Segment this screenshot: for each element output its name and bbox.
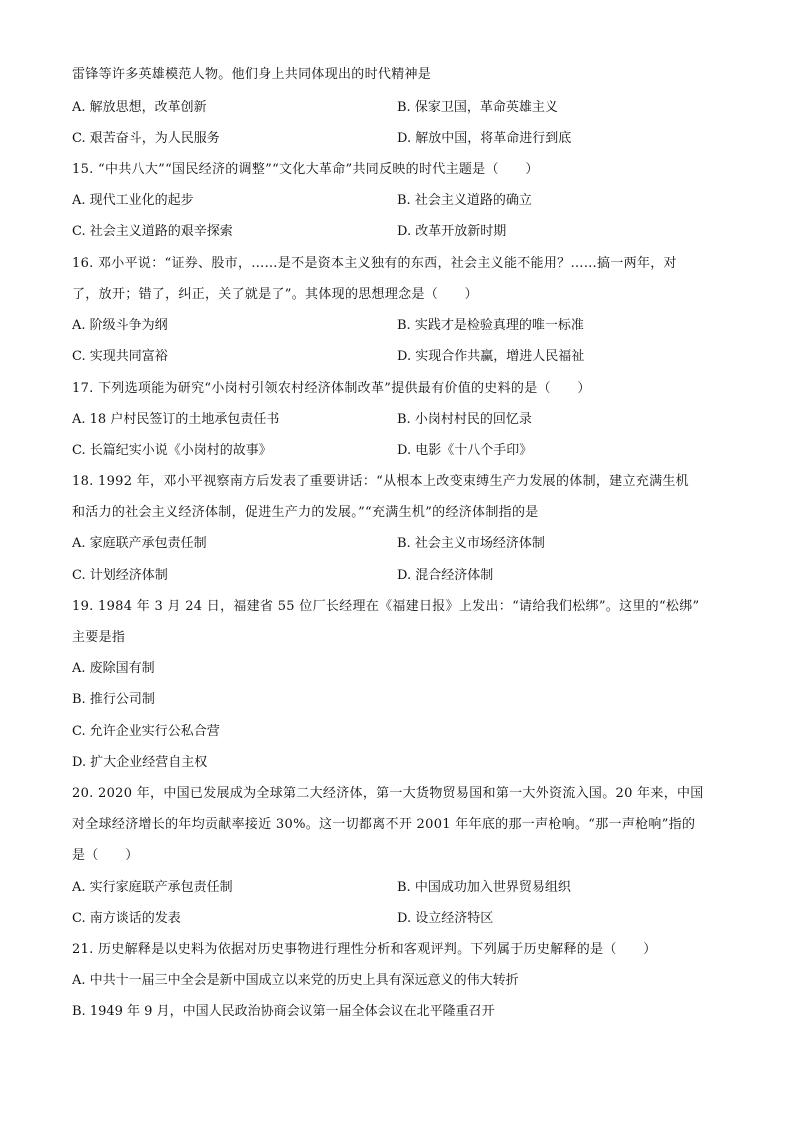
question-16-option-a: A. 阶级斗争为纲 [72,318,168,333]
question-17-option-a: A. 18 户村民签订的土地承包责任书 [72,412,280,427]
question-17-option-b: B. 小岗村村民的回忆录 [397,412,532,427]
question-19-option-a: A. 废除国有制 [72,661,155,676]
question-20-option-c: C. 南方谈话的发表 [72,911,181,926]
question-20-option-a: A. 实行家庭联产承包责任制 [72,880,233,895]
question-18-option-b: B. 社会主义市场经济体制 [397,536,545,551]
question-19-stem-line-1: 19. 1984 年 3 月 24 日，福建省 55 位厂长经理在《福建日报》上发出：“请给我们松绑”。这里的“松绑” [72,599,700,614]
question-16-stem-line-2: 了，放开；错了，纠正，关了就是了”。其体现的思想理念是（ ） [72,287,478,302]
question-15-option-b: B. 社会主义道路的确立 [397,193,532,208]
question-21-option-b: B. 1949 年 9 月，中国人民政治协商会议第一届全体会议在北平隆重召开 [72,1004,495,1019]
question-18-option-a: A. 家庭联产承包责任制 [72,536,207,551]
question-14-stem-tail: 雷锋等许多英雄模范人物。他们身上共同体现出的时代精神是 [72,67,432,82]
question-20-option-d: D. 设立经济特区 [397,911,494,926]
question-16-option-c: C. 实现共同富裕 [72,349,168,364]
question-19-option-b: B. 推行公司制 [72,692,155,707]
question-15-option-a: A. 现代工业化的起步 [72,193,194,208]
question-20-option-b: B. 中国成功加入世界贸易组织 [397,880,571,895]
question-18-option-d: D. 混合经济体制 [397,568,494,583]
question-18-stem-line-2: 和活力的社会主义经济体制，促进生产力的发展。”“充满生机”的经济体制指的是 [72,505,539,520]
question-15-option-c: C. 社会主义道路的艰辛探索 [72,224,233,239]
question-18-option-c: C. 计划经济体制 [72,568,168,583]
question-19-option-d: D. 扩大企业经营自主权 [72,755,208,770]
question-14-option-c: C. 艰苦奋斗，为人民服务 [72,131,220,146]
question-17-option-c: C. 长篇纪实小说《小岗村的故事》 [72,443,272,458]
question-17-stem: 17. 下列选项能为研究“小岗村引领农村经济体制改革”提供最有价值的史料的是（ ） [72,381,591,396]
question-18-stem-line-1: 18. 1992 年，邓小平视察南方后发表了重要讲话：“从根本上改变束缚生产力发展的体制，建立充满生机 [72,474,689,489]
question-16-option-d: D. 实现合作共赢，增进人民福祉 [397,349,585,364]
question-20-stem-line-1: 20. 2020 年，中国已发展成为全球第二大经济体，第一大货物贸易国和第一大外资流入国。20 年来，中国 [72,786,704,801]
question-19-option-c: C. 允许企业实行公私合营 [72,724,220,739]
question-16-stem-line-1: 16. 邓小平说：“证券、股市，……是不是资本主义独有的东西，社会主义能不能用？……搞一两年，对 [72,256,677,271]
question-14-option-d: D. 解放中国，将革命进行到底 [397,131,572,146]
question-20-stem-line-3: 是（ ） [72,848,139,863]
question-21-stem: 21. 历史解释是以史料为依据对历史事物进行理性分析和客观评判。下列属于历史解释的是（ ） [72,942,657,957]
question-17-option-d: D. 电影《十八个手印》 [397,443,533,458]
question-15-option-d: D. 改革开放新时期 [397,224,507,239]
question-20-stem-line-2: 对全球经济增长的年均贡献率接近 30%。这一切都离不开 2001 年年底的那一声枪响。“那一声枪响”指的 [72,817,696,832]
question-14-option-b: B. 保家卫国，革命英雄主义 [397,100,558,115]
question-21-option-a: A. 中共十一届三中全会是新中国成立以来党的历史上具有深远意义的伟大转折 [72,973,519,988]
question-15-stem: 15. “中共八大”“国民经济的调整”“文化大革命”共同反映的时代主题是（ ） [72,162,539,177]
question-19-stem-line-2: 主要是指 [72,630,126,645]
question-14-option-a: A. 解放思想，改革创新 [72,100,207,115]
question-16-option-b: B. 实践才是检验真理的唯一标准 [397,318,584,333]
